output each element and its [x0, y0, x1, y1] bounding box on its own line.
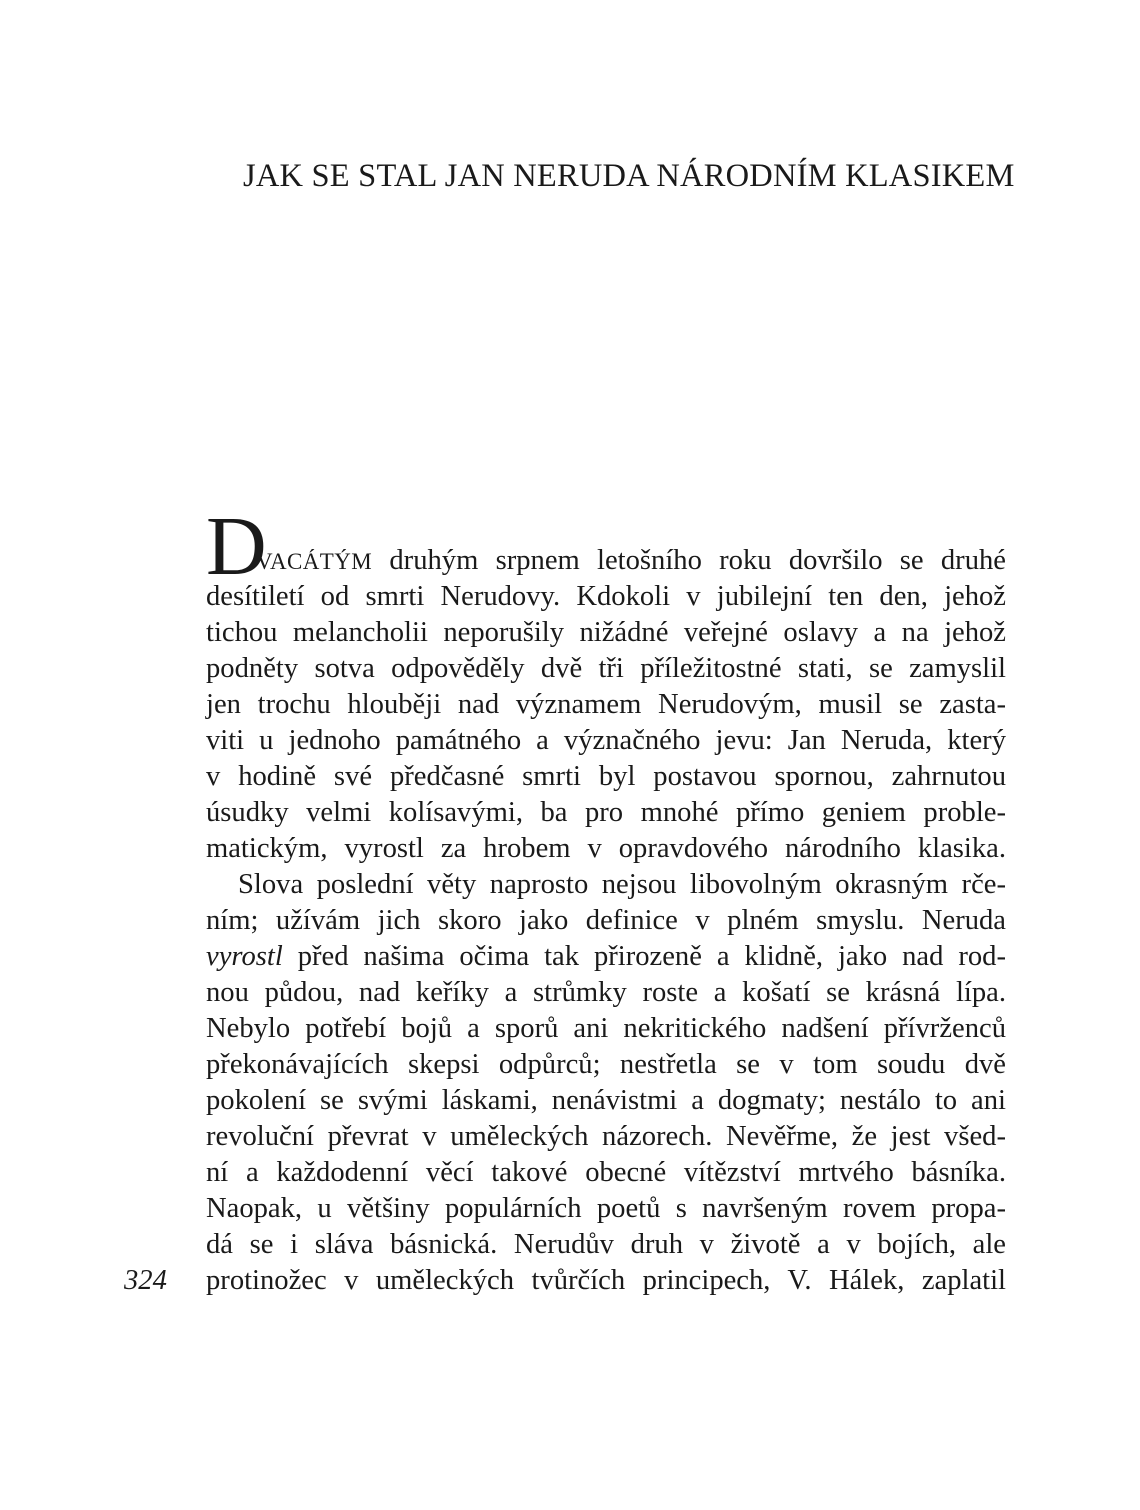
drop-cap: D [206, 500, 267, 593]
smallcaps-word: VACÁTÝM [256, 549, 373, 574]
text-line: ním; užívám jich skoro jako definice v plném smyslu. Neruda [206, 905, 1006, 936]
text-line: úsudky velmi kolísavými, ba pro mnohé přímo geniem proble- [206, 797, 1006, 828]
text-line: revoluční převrat v uměleckých názorech. Nevěřme, že jest všed- [206, 1121, 1006, 1152]
text-line: desítiletí od smrti Nerudovy. Kdokoli v jubilejní ten den, jehož [206, 581, 1006, 612]
text-line: dá se i sláva básnická. Nerudův druh v životě a v bojích, ale [206, 1229, 1006, 1260]
text-line [206, 939, 1006, 975]
text-line: Slova poslední věty naprosto nejsou libovolným okrasným rče- [238, 869, 1006, 900]
italic-word: vyrostl [206, 941, 283, 972]
text-line: Nebylo potřebí bojů a sporů ani nekritického nadšení přívrženců [206, 1013, 1006, 1044]
text-line: pokolení se svými láskami, nenávistmi a dogmaty; nestálo to ani [206, 1085, 1006, 1116]
text-line: matickým, vyrostl za hrobem v opravdového národního klasika. [206, 833, 1006, 864]
text-fragment: před našima očima tak přirozeně a klidně, jako nad rod- [297, 941, 1006, 972]
text-line: Naopak, u většiny populárních poetů s navršeným rovem propa- [206, 1193, 1006, 1224]
text-line: protinožec v uměleckých tvůrčích principech, V. Hálek, zaplatil [206, 1265, 1006, 1296]
first-line-rest: druhým srpnem letošního roku dovršilo se druhé [372, 545, 1006, 576]
text-line [256, 543, 1006, 579]
text-line: viti u jednoho památného a význačného jevu: Jan Neruda, který [206, 725, 1006, 756]
text-line: jen trochu hlouběji nad významem Nerudovým, musil se zasta- [206, 689, 1006, 720]
page-title: JAK SE STAL JAN NERUDA NÁRODNÍM KLASIKEM [243, 158, 1015, 194]
text-line: překonávajících skepsi odpůrců; nestřetla se v tom soudu dvě [206, 1049, 1006, 1080]
text-line: nou půdou, nad keříky a strůmky roste a košatí se krásná lípa. [206, 977, 1006, 1008]
page-number: 324 [124, 1265, 167, 1296]
text-line: podněty sotva odpověděly dvě tři příležitostné stati, se zamyslil [206, 653, 1006, 684]
text-line: v hodině své předčasné smrti byl postavou spornou, zahrnutou [206, 761, 1006, 792]
text-line: ní a každodenní věcí takové obecné vítězství mrtvého básníka. [206, 1157, 1006, 1188]
text-line: tichou melancholii neporušily nižádné veřejné oslavy a na jehož [206, 617, 1006, 648]
